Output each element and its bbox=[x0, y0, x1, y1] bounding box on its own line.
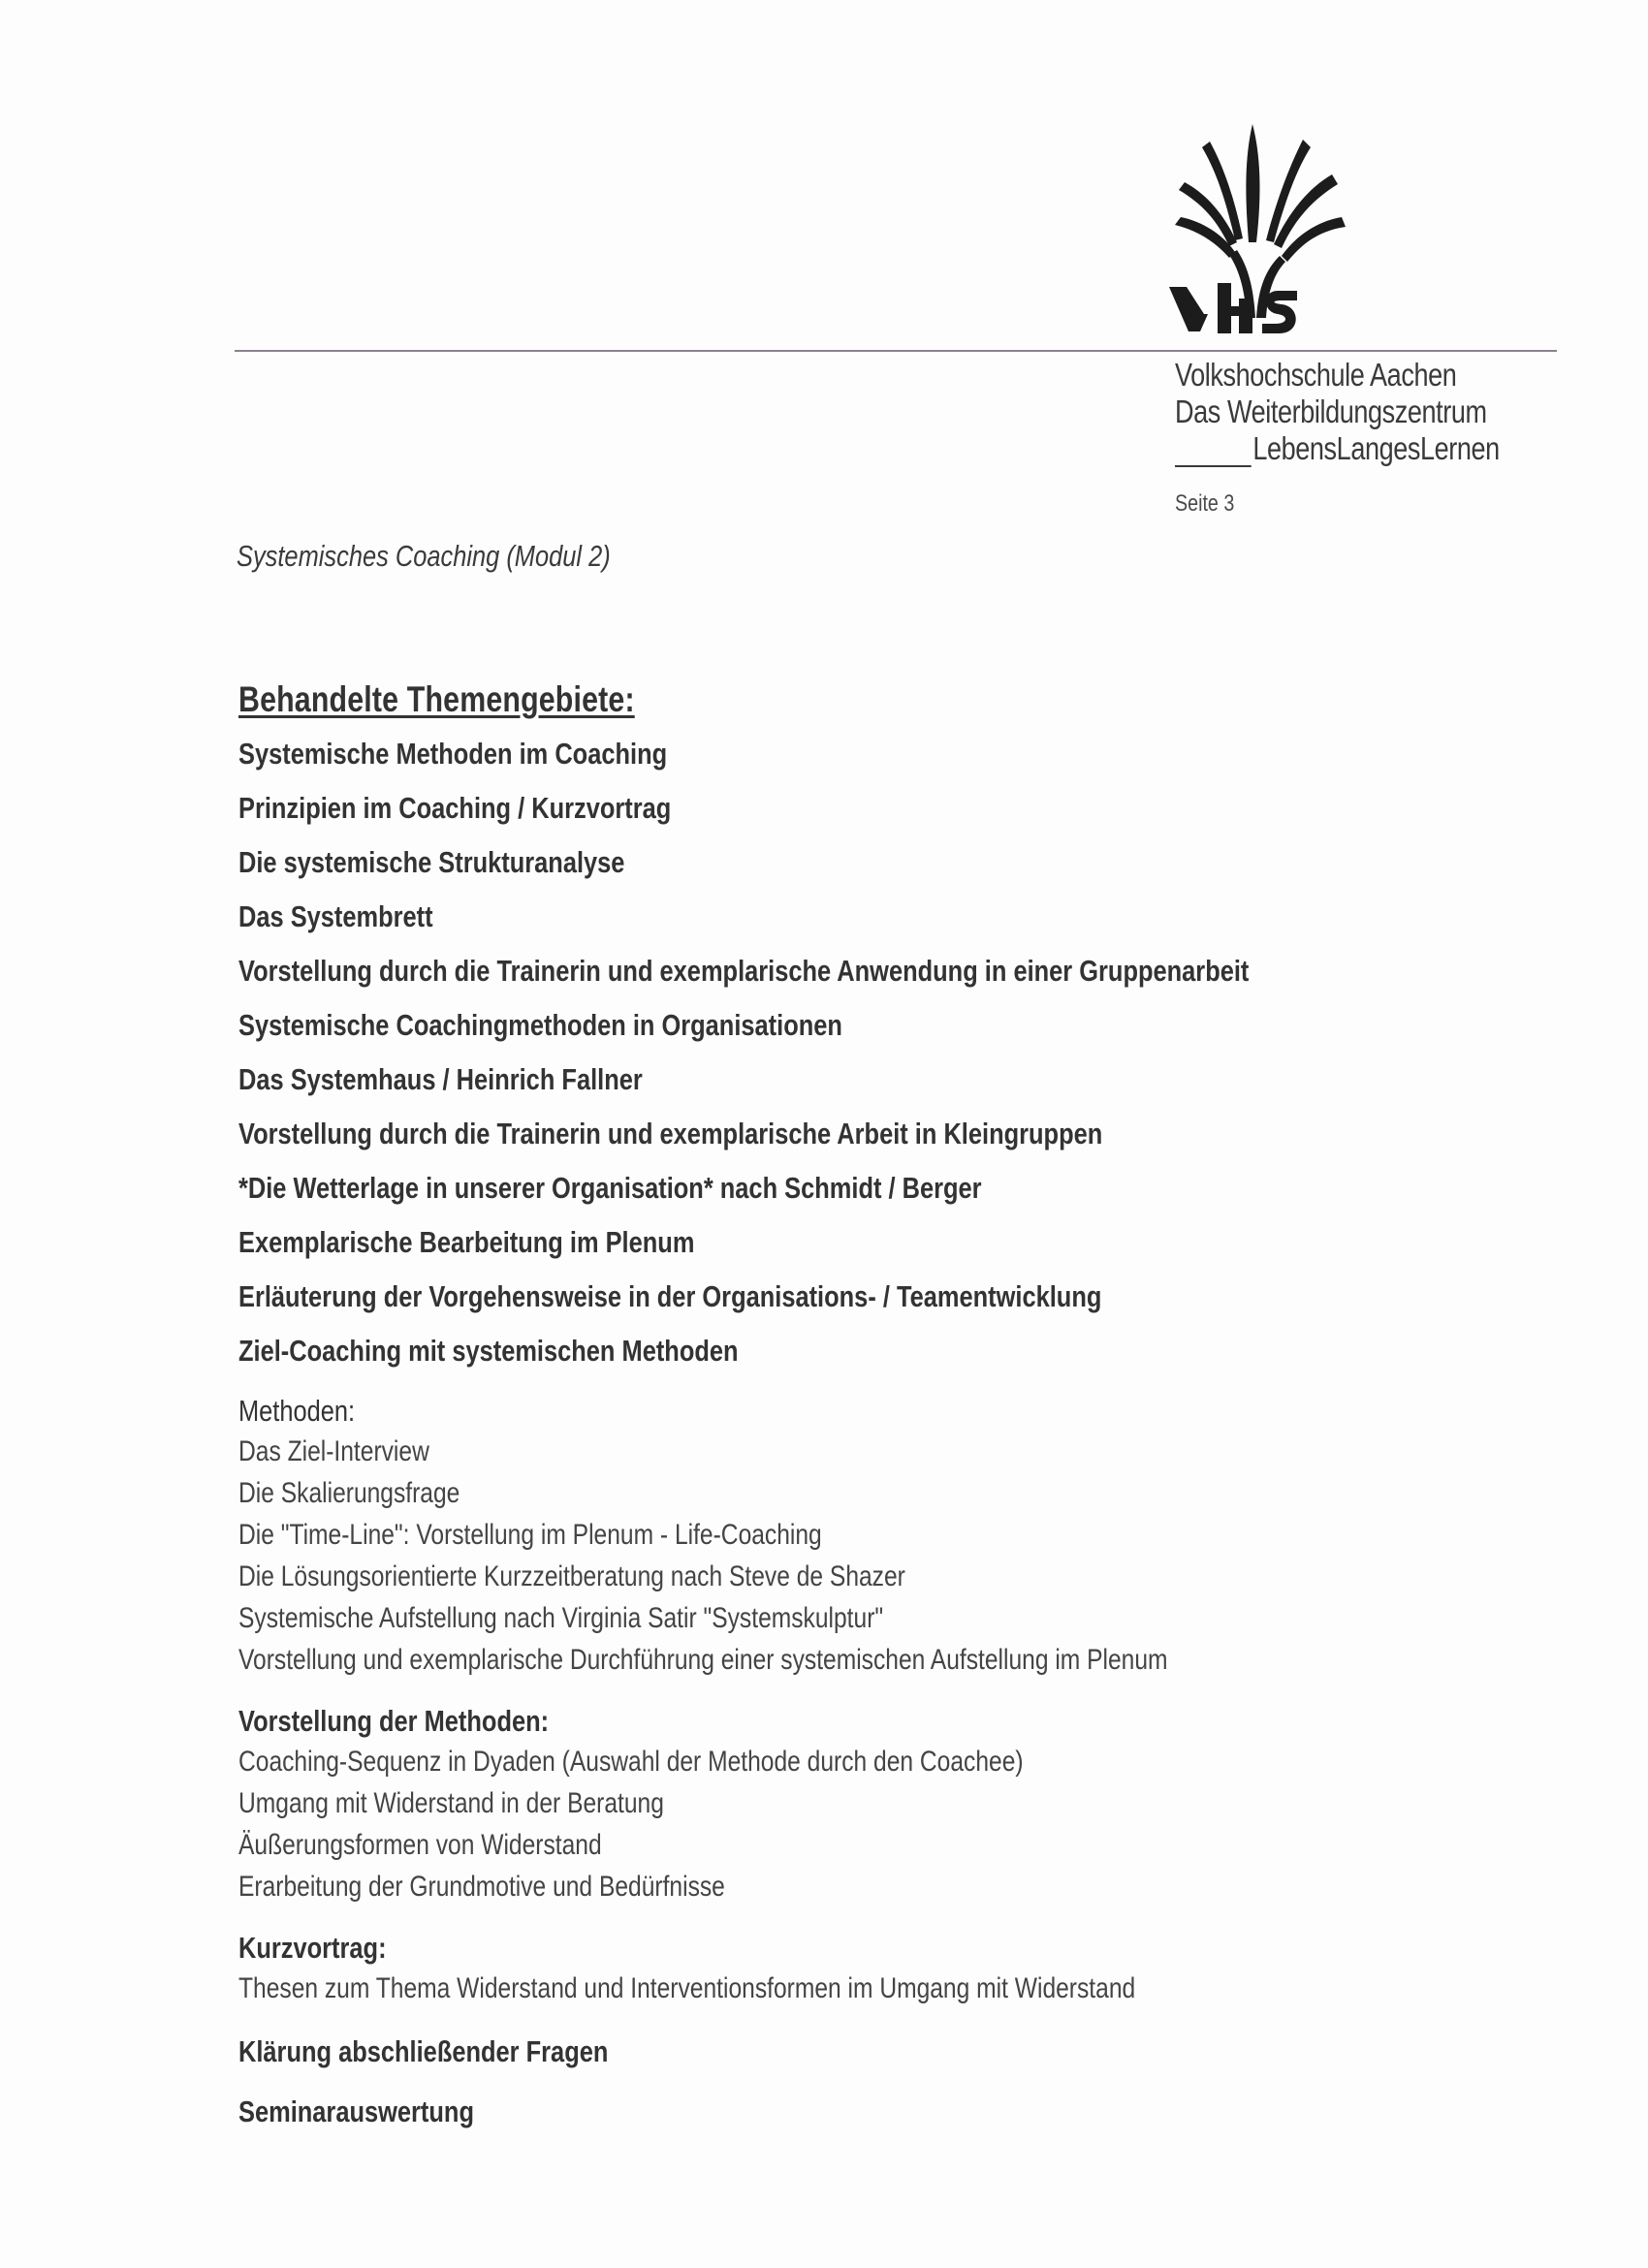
method-item: Die Lösungsorientierte Kurzzeitberatung nach Steve de Shazer bbox=[238, 1560, 905, 1592]
short-talk-heading: Kurzvortrag: bbox=[238, 1931, 387, 1965]
short-talk-list bbox=[238, 1968, 1499, 2009]
institution-subtitle: Das Weiterbildungszentrum bbox=[1175, 394, 1487, 429]
header-rule bbox=[235, 350, 1557, 352]
topic-list bbox=[238, 727, 1499, 1378]
institution-name: Volkshochschule Aachen bbox=[1175, 357, 1457, 393]
method-presentation-heading: Vorstellung der Methoden: bbox=[238, 1704, 550, 1738]
method-presentation-list bbox=[238, 1741, 1499, 1907]
institution-tagline: LebensLangesLernen bbox=[1252, 430, 1500, 466]
topic-item: *Die Wetterlage in unserer Organisation* nach Schmidt / Berger bbox=[238, 1171, 982, 1205]
seminar-evaluation: Seminarauswertung bbox=[238, 2095, 474, 2128]
document-title: Systemisches Coaching (Modul 2) bbox=[237, 539, 611, 573]
method-item: Die "Time-Line": Vorstellung im Plenum - Life-Coaching bbox=[238, 1519, 822, 1551]
topic-item: Exemplarische Bearbeitung im Plenum bbox=[238, 1225, 695, 1259]
method-item: Vorstellung und exemplarische Durchführung einer systemischen Aufstellung im Plenum bbox=[238, 1644, 1168, 1676]
topic-item: Ziel-Coaching mit systemischen Methoden bbox=[238, 1334, 739, 1368]
short-talk-item: Thesen zum Thema Widerstand und Interventionsformen im Umgang mit Widerstand bbox=[238, 1972, 1136, 2004]
page-number: Seite 3 bbox=[1175, 490, 1235, 517]
closing-questions: Klärung abschließender Fragen bbox=[238, 2034, 609, 2068]
method-presentation-item: Äußerungsformen von Widerstand bbox=[238, 1829, 602, 1861]
topics-heading: Behandelte Themengebiete: bbox=[238, 679, 635, 719]
institution-block bbox=[1175, 357, 1570, 467]
methods-list bbox=[238, 1431, 1499, 1681]
methods-heading: Methoden: bbox=[238, 1394, 356, 1428]
method-presentation-item: Umgang mit Widerstand in der Beratung bbox=[238, 1787, 664, 1819]
topic-item: Die systemische Strukturanalyse bbox=[238, 845, 625, 879]
topic-item: Das Systemhaus / Heinrich Fallner bbox=[238, 1062, 643, 1096]
topic-item: Prinzipien im Coaching / Kurzvortrag bbox=[238, 791, 672, 825]
topic-item: Systemische Methoden im Coaching bbox=[238, 737, 668, 771]
method-item: Das Ziel-Interview bbox=[238, 1435, 429, 1467]
topic-item: Das Systembrett bbox=[238, 899, 433, 933]
vhs-tree-logo-icon bbox=[1161, 124, 1346, 357]
institution-tagline-row bbox=[1175, 430, 1500, 467]
topic-item: Vorstellung durch die Trainerin und exemplarische Anwendung in einer Gruppenarbeit bbox=[238, 954, 1250, 988]
topic-item: Vorstellung durch die Trainerin und exemplarische Arbeit in Kleingruppen bbox=[238, 1117, 1103, 1150]
method-presentation-item: Erarbeitung der Grundmotive und Bedürfnisse bbox=[238, 1871, 725, 1903]
tagline-underline bbox=[1175, 436, 1252, 467]
topic-item: Systemische Coachingmethoden in Organisationen bbox=[238, 1008, 842, 1042]
method-item: Systemische Aufstellung nach Virginia Satir "Systemskulptur" bbox=[238, 1602, 884, 1634]
content-body bbox=[238, 678, 1499, 2137]
method-item: Die Skalierungsfrage bbox=[238, 1477, 460, 1509]
method-presentation-item: Coaching-Sequenz in Dyaden (Auswahl der Methode durch den Coachee) bbox=[238, 1746, 1024, 1778]
topic-item: Erläuterung der Vorgehensweise in der Organisations- / Teamentwicklung bbox=[238, 1279, 1102, 1313]
